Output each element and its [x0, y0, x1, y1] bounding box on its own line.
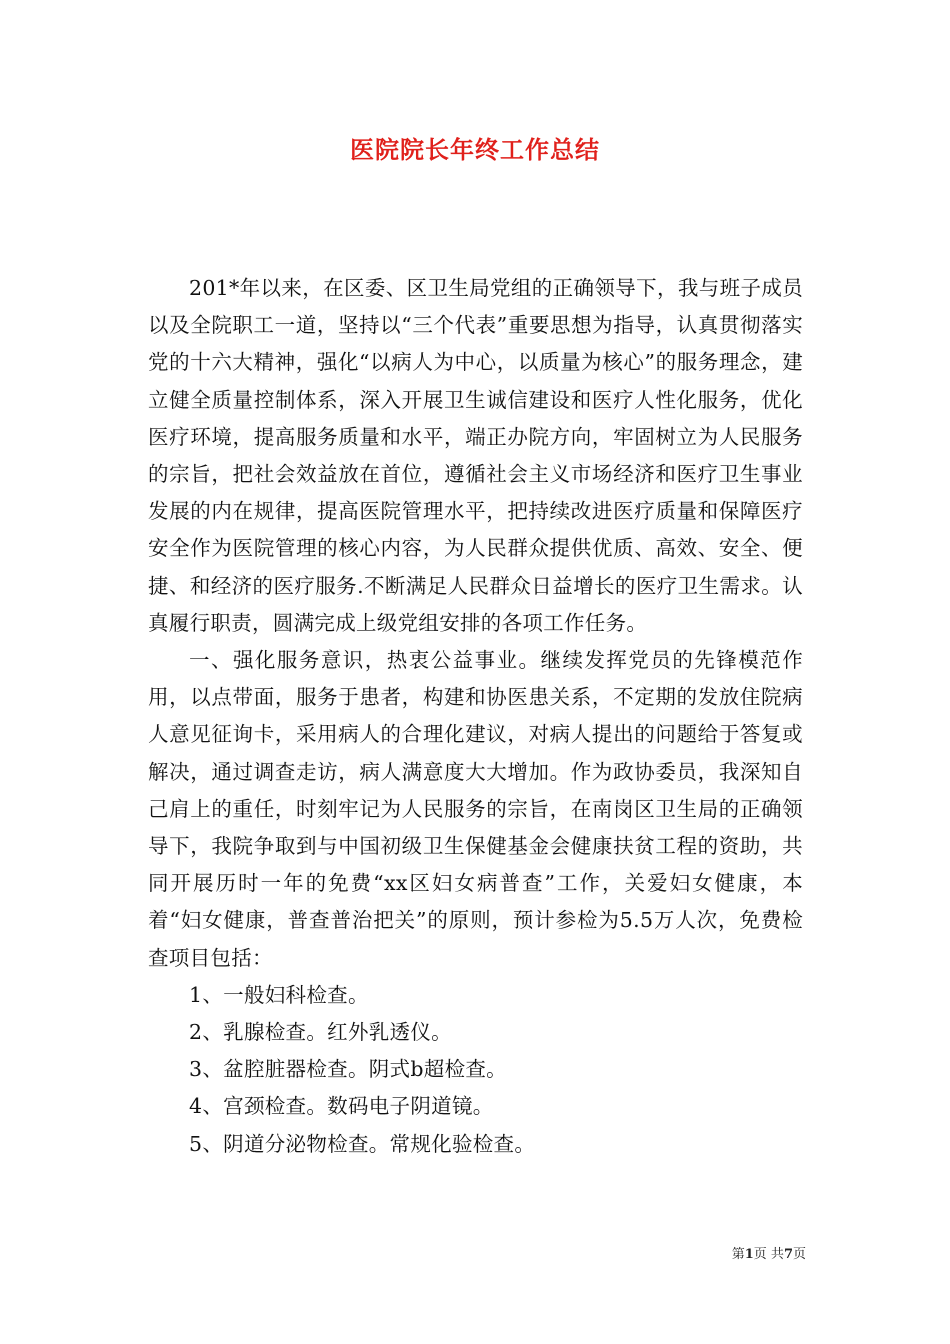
- footer-total-pages: 7: [783, 1247, 793, 1262]
- footer-page-number: 1: [744, 1247, 754, 1262]
- list-item: 3、盆腔脏器检查。阴式b超检查。: [189, 1057, 507, 1082]
- document-title: 医院院长年终工作总结: [350, 136, 600, 164]
- footer-suffix: 页: [792, 1247, 806, 1262]
- page-footer: [0, 1246, 806, 1264]
- footer-middle: 页 共: [753, 1247, 784, 1262]
- list-item: 5、阴道分泌物检查。常规化验检查。: [189, 1131, 536, 1156]
- list-item: 2、乳腺检查。红外乳透仪。: [189, 1020, 452, 1045]
- document-body: [148, 270, 803, 1163]
- paragraph-section-1: 一、强化服务意识，热衷公益事业。继续发挥党员的先锋模范作用，以点带面，服务于患者，构建和协医患关系，不定期的发放住院病人意见征询卡，采用病人的合理化建议，对病人提出的问题给于答复或解决，通过调查走访，病人满意度大大增加。作为政协委员，我深知自己肩上的重任，时刻牢记为人民服务的宗旨，在南岗区卫生局的正确领导下，我院争取到与中国初级卫生保健基金会健康扶贫工程的资助，共同开展历时一年的免费“xx区妇女病普查”工作，关爱妇女健康，本着“妇女健康，普查普治把关”的原则，预计参检为5.5万人次，免费检查项目包括：: [148, 648, 803, 970]
- list-item: 1、一般妇科检查。: [189, 982, 369, 1007]
- paragraph-intro: 201*年以来，在区委、区卫生局党组的正确领导下，我与班子成员以及全院职工一道，坚持以“三个代表”重要思想为指导，认真贯彻落实党的十六大精神，强化“以病人为中心，以质量为核心”的服务理念，建立健全质量控制体系，深入开展卫生诚信建设和医疗人性化服务，优化医疗环境，提高服务质量和水平，端正办院方向，牢固树立为人民服务的宗旨，把社会效益放在首位，遵循社会主义市场经济和医疗卫生事业发展的内在规律，提高医院管理水平，把持续改进医疗质量和保障医疗安全作为医院管理的核心内容，为人民群众提供优质、高效、安全、便捷、和经济的医疗服务.不断满足人民群众日益增长的医疗卫生需求。认真履行职责，圆满完成上级党组安排的各项工作任务。: [148, 276, 803, 635]
- list-item: 4、宫颈检查。数码电子阴道镜。: [189, 1094, 494, 1119]
- footer-prefix: 第: [731, 1247, 745, 1262]
